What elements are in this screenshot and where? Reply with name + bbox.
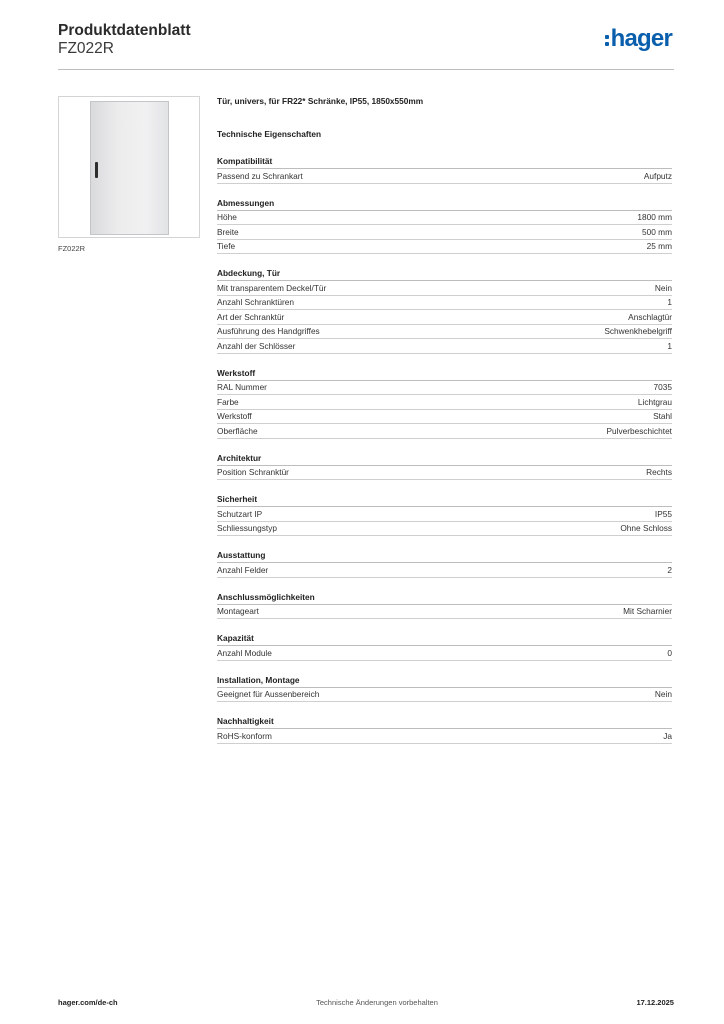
spec-section: [217, 592, 672, 620]
spec-label: Anzahl Schranktüren: [217, 297, 295, 307]
spec-row: [217, 522, 672, 537]
spec-value: 7035: [653, 382, 672, 392]
spec-value: 500 mm: [642, 226, 672, 237]
spec-value: 25 mm: [646, 241, 672, 251]
spec-row: [217, 605, 672, 620]
spec-label: Farbe: [217, 396, 239, 407]
spec-row: [217, 296, 672, 311]
spec-row: [217, 466, 672, 481]
spec-row: [217, 688, 672, 703]
cabinet-door-icon: [90, 101, 169, 235]
spec-section: [217, 268, 672, 354]
product-details: [217, 96, 672, 744]
spec-label: Mit transparentem Deckel/Tür: [217, 282, 327, 293]
spec-label: Breite: [217, 226, 239, 237]
spec-value: Pulverbeschichtet: [606, 425, 672, 436]
spec-label: RoHS-konform: [217, 730, 272, 741]
spec-label: Montageart: [217, 606, 259, 616]
spec-label: Anzahl Felder: [217, 564, 269, 575]
spec-row: [217, 410, 672, 425]
spec-value: Schwenkhebelgriff: [604, 326, 672, 336]
section-title: Nachhaltigkeit: [217, 716, 672, 729]
spec-section: [217, 675, 672, 703]
section-title: Anschlussmöglichkeiten: [217, 592, 672, 605]
section-title: Kompatibilität: [217, 156, 672, 169]
footer-disclaimer: Technische Änderungen vorbehalten: [316, 998, 438, 1007]
hager-logo: [605, 27, 672, 51]
product-image: [58, 96, 200, 238]
spec-section: [217, 633, 672, 661]
section-title: Ausstattung: [217, 550, 672, 563]
spec-row: [217, 310, 672, 325]
spec-sections: [217, 156, 672, 744]
spec-section: [217, 550, 672, 578]
spec-section: [217, 156, 672, 184]
spec-label: Tiefe: [217, 241, 236, 251]
spec-section: [217, 716, 672, 744]
page-header: [58, 22, 674, 70]
spec-value: Aufputz: [643, 170, 672, 181]
spec-row: [217, 225, 672, 240]
section-title: Abdeckung, Tür: [217, 268, 672, 281]
spec-label: Schliessungstyp: [217, 523, 277, 533]
spec-row: [217, 395, 672, 410]
spec-row: [217, 563, 672, 578]
spec-value: Anschlagtür: [628, 311, 672, 322]
spec-label: Anzahl der Schlösser: [217, 340, 296, 351]
spec-value: Mit Scharnier: [623, 606, 672, 616]
spec-section: [217, 494, 672, 536]
spec-row: [217, 169, 672, 184]
section-title: Installation, Montage: [217, 675, 672, 688]
spec-row: [217, 240, 672, 255]
logo-dots-icon: [605, 35, 609, 46]
footer-website: hager.com/de-ch: [58, 998, 118, 1007]
section-title: Sicherheit: [217, 494, 672, 507]
spec-label: Werkstoff: [217, 411, 252, 421]
spec-label: Anzahl Module: [217, 647, 272, 658]
logo-text: hager: [610, 25, 672, 52]
product-code: FZ022R: [58, 40, 114, 57]
spec-value: IP55: [654, 508, 672, 519]
spec-label: Ausführung des Handgriffes: [217, 326, 320, 336]
spec-label: Art der Schranktür: [217, 311, 285, 322]
page-title: Produktdatenblatt: [58, 22, 191, 39]
spec-value: Stahl: [653, 411, 672, 421]
spec-value: Nein: [654, 282, 672, 293]
section-title: Kapazität: [217, 633, 672, 646]
image-caption: FZ022R: [58, 244, 86, 253]
door-handle-icon: [95, 162, 98, 178]
spec-value: Nein: [654, 689, 672, 699]
spec-value: 0: [667, 647, 672, 658]
page-footer: [58, 998, 674, 1007]
spec-value: Lichtgrau: [637, 396, 672, 407]
spec-label: Position Schranktür: [217, 467, 289, 477]
spec-value: 2: [667, 564, 672, 575]
spec-value: Ohne Schloss: [620, 523, 672, 533]
spec-value: Ja: [663, 730, 672, 741]
spec-row: [217, 381, 672, 396]
spec-value: Rechts: [646, 467, 672, 477]
spec-row: [217, 729, 672, 744]
spec-label: Schutzart IP: [217, 508, 263, 519]
section-title: Abmessungen: [217, 198, 672, 211]
spec-row: [217, 424, 672, 439]
spec-label: Passend zu Schrankart: [217, 170, 303, 181]
spec-label: Höhe: [217, 212, 237, 222]
spec-value: 1: [667, 340, 672, 351]
product-description: Tür, univers, für FR22* Schränke, IP55, 1850x550mm: [217, 96, 424, 106]
spec-row: [217, 339, 672, 354]
spec-label: RAL Nummer: [217, 382, 267, 392]
spec-section: [217, 368, 672, 439]
spec-value: 1: [667, 297, 672, 307]
section-title: Architektur: [217, 453, 672, 466]
spec-label: Geeignet für Aussenbereich: [217, 689, 320, 699]
spec-row: [217, 211, 672, 226]
footer-date: 17.12.2025: [636, 998, 674, 1007]
spec-label: Oberfläche: [217, 425, 258, 436]
spec-value: 1800 mm: [637, 212, 672, 222]
spec-section: [217, 453, 672, 481]
section-title: Werkstoff: [217, 368, 672, 381]
spec-row: [217, 646, 672, 661]
spec-row: [217, 325, 672, 340]
spec-section: [217, 198, 672, 255]
spec-row: [217, 281, 672, 296]
spec-row: [217, 507, 672, 522]
tech-properties-heading: Technische Eigenschaften: [217, 129, 322, 139]
